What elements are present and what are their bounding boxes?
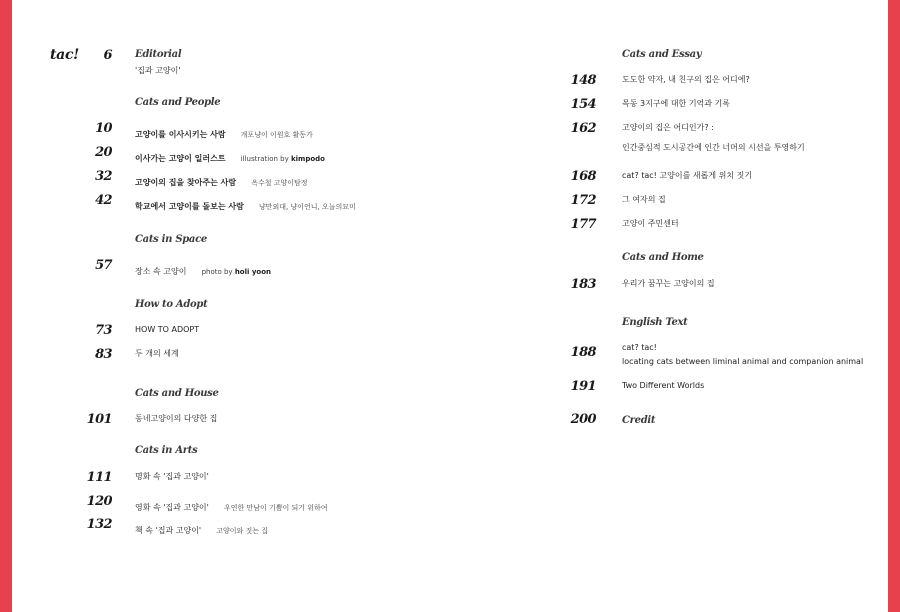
toc-entry[interactable] bbox=[135, 259, 271, 278]
page-number: 20 bbox=[95, 145, 112, 160]
toc-entry-subtitle: 개포냥이 이원호 활동가 bbox=[240, 131, 313, 139]
toc-entry-title[interactable]: 두 개의 세계 bbox=[135, 349, 179, 358]
toc-entry-title[interactable]: '집과 고양이' bbox=[135, 66, 181, 75]
toc-entry-title: 책 속 '집과 고양이' bbox=[135, 526, 202, 535]
toc-entry-subtitle bbox=[241, 155, 325, 163]
section-title-cats-and-house: Cats and House bbox=[135, 388, 219, 399]
toc-entry[interactable] bbox=[135, 122, 313, 141]
toc-entry[interactable] bbox=[135, 495, 328, 514]
page-number: 183 bbox=[570, 277, 596, 292]
page-number: 6 bbox=[103, 48, 112, 63]
toc-entry[interactable] bbox=[135, 146, 325, 165]
toc-entry-subtitle: 고양이와 짓는 집 bbox=[216, 527, 269, 535]
section-title-english-text: English Text bbox=[622, 317, 688, 328]
credit-name: holi yoon bbox=[234, 268, 272, 276]
section-title-editorial: Editorial bbox=[135, 49, 182, 60]
toc-entry-title[interactable]: 목동 3지구에 대한 기억과 기록 bbox=[622, 99, 730, 108]
page-number: 73 bbox=[95, 323, 112, 338]
page-number: 120 bbox=[86, 494, 112, 509]
page-number: 10 bbox=[95, 121, 112, 136]
page-number: 148 bbox=[570, 73, 596, 88]
page-number: 83 bbox=[95, 347, 112, 362]
page-number: 172 bbox=[570, 193, 596, 208]
toc-entry[interactable] bbox=[135, 194, 356, 213]
credit-name: kimpodo bbox=[290, 155, 325, 163]
toc-entry-title[interactable]: 동네고양이의 다양한 집 bbox=[135, 414, 218, 423]
page-number: 132 bbox=[86, 517, 112, 532]
section-title-cats-in-space: Cats in Space bbox=[135, 234, 207, 245]
page-number: 57 bbox=[95, 258, 112, 273]
page-number: 162 bbox=[570, 121, 596, 136]
toc-entry-subtitle: 옥수철 고양이탐정 bbox=[251, 179, 308, 187]
toc-entry-subtitle bbox=[202, 268, 271, 276]
toc-entry-subtitle: 냥만외대, 냥이언니, 오늘의묘미 bbox=[258, 203, 356, 211]
section-title-cats-in-arts: Cats in Arts bbox=[135, 445, 198, 456]
toc-entry-title: 학교에서 고양이를 돌보는 사람 bbox=[135, 202, 244, 211]
toc-entry-title[interactable]: 그 여자의 집 bbox=[622, 195, 666, 204]
toc-entry[interactable] bbox=[135, 170, 308, 189]
toc-entry-title[interactable]: 우리가 꿈꾸는 고양이의 집 bbox=[622, 279, 715, 288]
toc-entry-title: 영화 속 '집과 고양이' bbox=[135, 503, 209, 512]
toc-entry-title[interactable]: 명화 속 '집과 고양이' bbox=[135, 472, 209, 481]
toc-entry-title: 장소 속 고양이 bbox=[135, 267, 187, 276]
brand-logo: tac! bbox=[50, 47, 80, 63]
right-red-border bbox=[888, 0, 900, 612]
toc-entry-title: 고양이를 이사시키는 사람 bbox=[135, 130, 226, 139]
section-title-cats-and-essay: Cats and Essay bbox=[622, 49, 702, 60]
page-number: 42 bbox=[95, 193, 112, 208]
toc-entry-title-continued[interactable]: 인간중심적 도시공간에 인간 너머의 시선을 투영하기 bbox=[622, 143, 805, 152]
toc-entry[interactable] bbox=[135, 518, 268, 537]
toc-entry-title: 고양이의 집을 찾아주는 사람 bbox=[135, 178, 237, 187]
page-number: 101 bbox=[86, 412, 112, 427]
page-number: 168 bbox=[570, 169, 596, 184]
section-title-credit[interactable]: Credit bbox=[622, 415, 656, 426]
section-title-how-to-adopt: How to Adopt bbox=[135, 299, 208, 310]
left-red-border bbox=[0, 0, 12, 612]
toc-entry-title[interactable]: 고양이의 집은 어디인가? : bbox=[622, 123, 714, 132]
toc-entry-title[interactable]: HOW TO ADOPT bbox=[135, 325, 200, 334]
section-title-cats-and-home: Cats and Home bbox=[622, 252, 704, 263]
toc-entry-title[interactable]: cat? tac! bbox=[622, 343, 657, 352]
page-number: 191 bbox=[570, 379, 596, 394]
credit-prefix: photo by bbox=[201, 268, 233, 276]
toc-entry-title[interactable]: 고양이 주민센터 bbox=[622, 219, 679, 228]
toc-entry-subtitle: 우연한 만남이 기쁨이 되기 위하여 bbox=[223, 504, 328, 512]
page-number: 154 bbox=[570, 97, 596, 112]
page-number: 177 bbox=[570, 217, 596, 232]
page-number: 200 bbox=[570, 412, 596, 427]
page-number: 32 bbox=[95, 169, 112, 184]
page-number: 111 bbox=[86, 470, 112, 485]
toc-entry-title[interactable]: cat? tac! 고양이를 새롭게 위치 짓기 bbox=[622, 171, 753, 180]
toc-entry-title: 이사가는 고양이 일러스트 bbox=[135, 154, 226, 163]
toc-entry-title[interactable]: Two Different Worlds bbox=[622, 381, 705, 390]
toc-entry-title[interactable]: 도도한 약자, 내 친구의 집은 어디에? bbox=[622, 75, 750, 84]
toc-entry-title-continued[interactable]: locating cats between liminal animal and companion animal bbox=[622, 357, 864, 366]
credit-prefix: illustration by bbox=[240, 155, 289, 163]
section-title-cats-and-people: Cats and People bbox=[135, 97, 221, 108]
page-number: 188 bbox=[570, 345, 596, 360]
